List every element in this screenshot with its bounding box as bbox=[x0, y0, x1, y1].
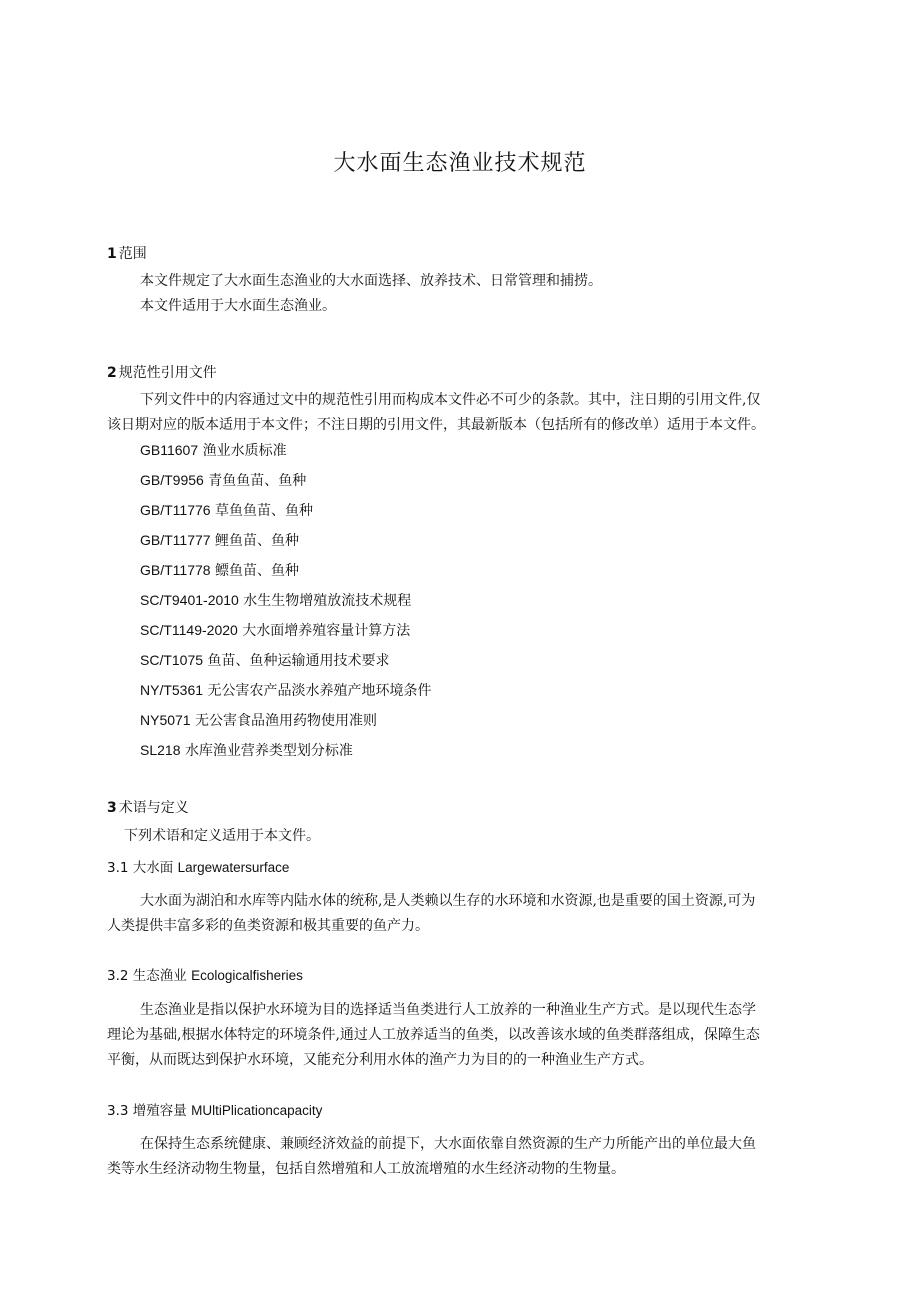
section-2-heading bbox=[107, 363, 217, 383]
reference-name: 水生生物增殖放流技术规程 bbox=[243, 593, 412, 609]
reference-item bbox=[140, 650, 390, 671]
reference-name: 水库渔业营养类型划分标准 bbox=[184, 743, 353, 759]
paragraph: 本文件适用于大水面生态渔业。 bbox=[140, 298, 336, 314]
reference-name: 鲤鱼苗、鱼种 bbox=[215, 533, 300, 549]
paragraph: 本文件规定了大水面生态渔业的大水面选择、放养技术、日常管理和捕捞。 bbox=[140, 273, 602, 289]
reference-name: 大水面增养殖容量计算方法 bbox=[242, 623, 411, 639]
document-title: 大水面生态渔业技术规范 bbox=[333, 151, 587, 176]
reference-item bbox=[140, 590, 411, 611]
reference-name: 草鱼鱼苗、鱼种 bbox=[215, 503, 314, 519]
section-title: 范围 bbox=[118, 246, 147, 262]
reference-code: SC/T1075 bbox=[140, 652, 204, 668]
reference-item bbox=[140, 500, 313, 521]
reference-name: 鳔鱼苗、鱼种 bbox=[215, 563, 300, 579]
reference-code: GB/T11778 bbox=[140, 562, 211, 578]
definition-line: 理论为基础,根据水体特定的环境条件,通过人工放养适当的鱼类，以改善该水域的鱼类群落组成，保障生态 bbox=[107, 1027, 760, 1043]
term-english: MUltiPlicationcapacity bbox=[191, 1103, 323, 1118]
reference-name: 无公害农产品淡水养殖产地环境条件 bbox=[207, 683, 432, 699]
reference-code: NY/T5361 bbox=[140, 682, 204, 698]
definition-line: 大水面为湖泊和水库等内陆水体的统称,是人类赖以生存的水环境和水资源,也是重要的国土资源,可为 bbox=[140, 893, 756, 909]
reference-item bbox=[140, 470, 306, 491]
term-english: Ecologicalfisheries bbox=[191, 968, 303, 983]
section-3-heading bbox=[107, 798, 189, 818]
paragraph: 下列术语和定义适用于本文件。 bbox=[124, 828, 320, 844]
reference-item bbox=[140, 560, 299, 581]
term-number: 3.1 bbox=[107, 860, 129, 876]
section-1-heading bbox=[107, 244, 147, 264]
paragraph-line: 下列文件中的内容通过文中的规范性引用而构成本文件必不可少的条款。其中，注日期的引用文件,仅 bbox=[140, 392, 761, 408]
reference-item bbox=[140, 620, 410, 641]
reference-name: 渔业水质标准 bbox=[202, 443, 287, 459]
reference-item bbox=[140, 440, 287, 461]
term-heading bbox=[107, 966, 303, 986]
reference-item bbox=[140, 740, 353, 761]
reference-code: SC/T9401-2010 bbox=[140, 592, 239, 608]
definition-line: 生态渔业是指以保护水环境为目的选择适当鱼类进行人工放养的一种渔业生产方式。是以现代生态学 bbox=[140, 1002, 756, 1018]
definition-line: 在保持生态系统健康、兼顾经济效益的前提下，大水面依靠自然资源的生产力所能产出的单位最大鱼 bbox=[140, 1136, 756, 1152]
reference-code: SL218 bbox=[140, 742, 181, 758]
reference-code: GB11607 bbox=[140, 442, 199, 458]
reference-name: 无公害食品渔用药物使用准则 bbox=[195, 713, 378, 729]
reference-code: GB/T11777 bbox=[140, 532, 211, 548]
reference-code: SC/T1149-2020 bbox=[140, 622, 238, 638]
section-title: 术语与定义 bbox=[118, 800, 189, 816]
term-heading bbox=[107, 858, 289, 878]
reference-item bbox=[140, 680, 432, 701]
term-english: Largewatersurface bbox=[177, 860, 290, 875]
section-title: 规范性引用文件 bbox=[118, 365, 217, 381]
reference-code: NY5071 bbox=[140, 712, 191, 728]
reference-name: 青鱼鱼苗、鱼种 bbox=[208, 473, 307, 489]
reference-item bbox=[140, 710, 377, 731]
term-number: 3.3 bbox=[107, 1103, 129, 1119]
definition-line: 类等水生经济动物生物量，包括自然增殖和人工放流增殖的水生经济动物的生物量。 bbox=[107, 1161, 625, 1177]
paragraph-line: 该日期对应的版本适用于本文件；不注日期的引用文件，其最新版本（包括所有的修改单）适用于本文件。 bbox=[107, 417, 765, 433]
term-name: 增殖容量 bbox=[132, 1103, 187, 1119]
section-number: 3 bbox=[107, 800, 117, 816]
reference-item bbox=[140, 530, 299, 551]
term-heading bbox=[107, 1101, 322, 1121]
section-number: 2 bbox=[107, 365, 117, 381]
reference-code: GB/T11776 bbox=[140, 502, 211, 518]
reference-name: 鱼苗、鱼种运输通用技术要求 bbox=[207, 653, 390, 669]
term-name: 大水面 bbox=[132, 860, 174, 876]
term-number: 3.2 bbox=[107, 968, 129, 984]
definition-line: 人类提供丰富多彩的鱼类资源和极其重要的鱼产力。 bbox=[107, 918, 429, 934]
definition-line: 平衡，从而既达到保护水环境，又能充分利用水体的渔产力为目的的一种渔业生产方式。 bbox=[107, 1052, 653, 1068]
reference-code: GB/T9956 bbox=[140, 472, 204, 488]
term-name: 生态渔业 bbox=[132, 968, 187, 984]
section-number: 1 bbox=[107, 246, 117, 262]
